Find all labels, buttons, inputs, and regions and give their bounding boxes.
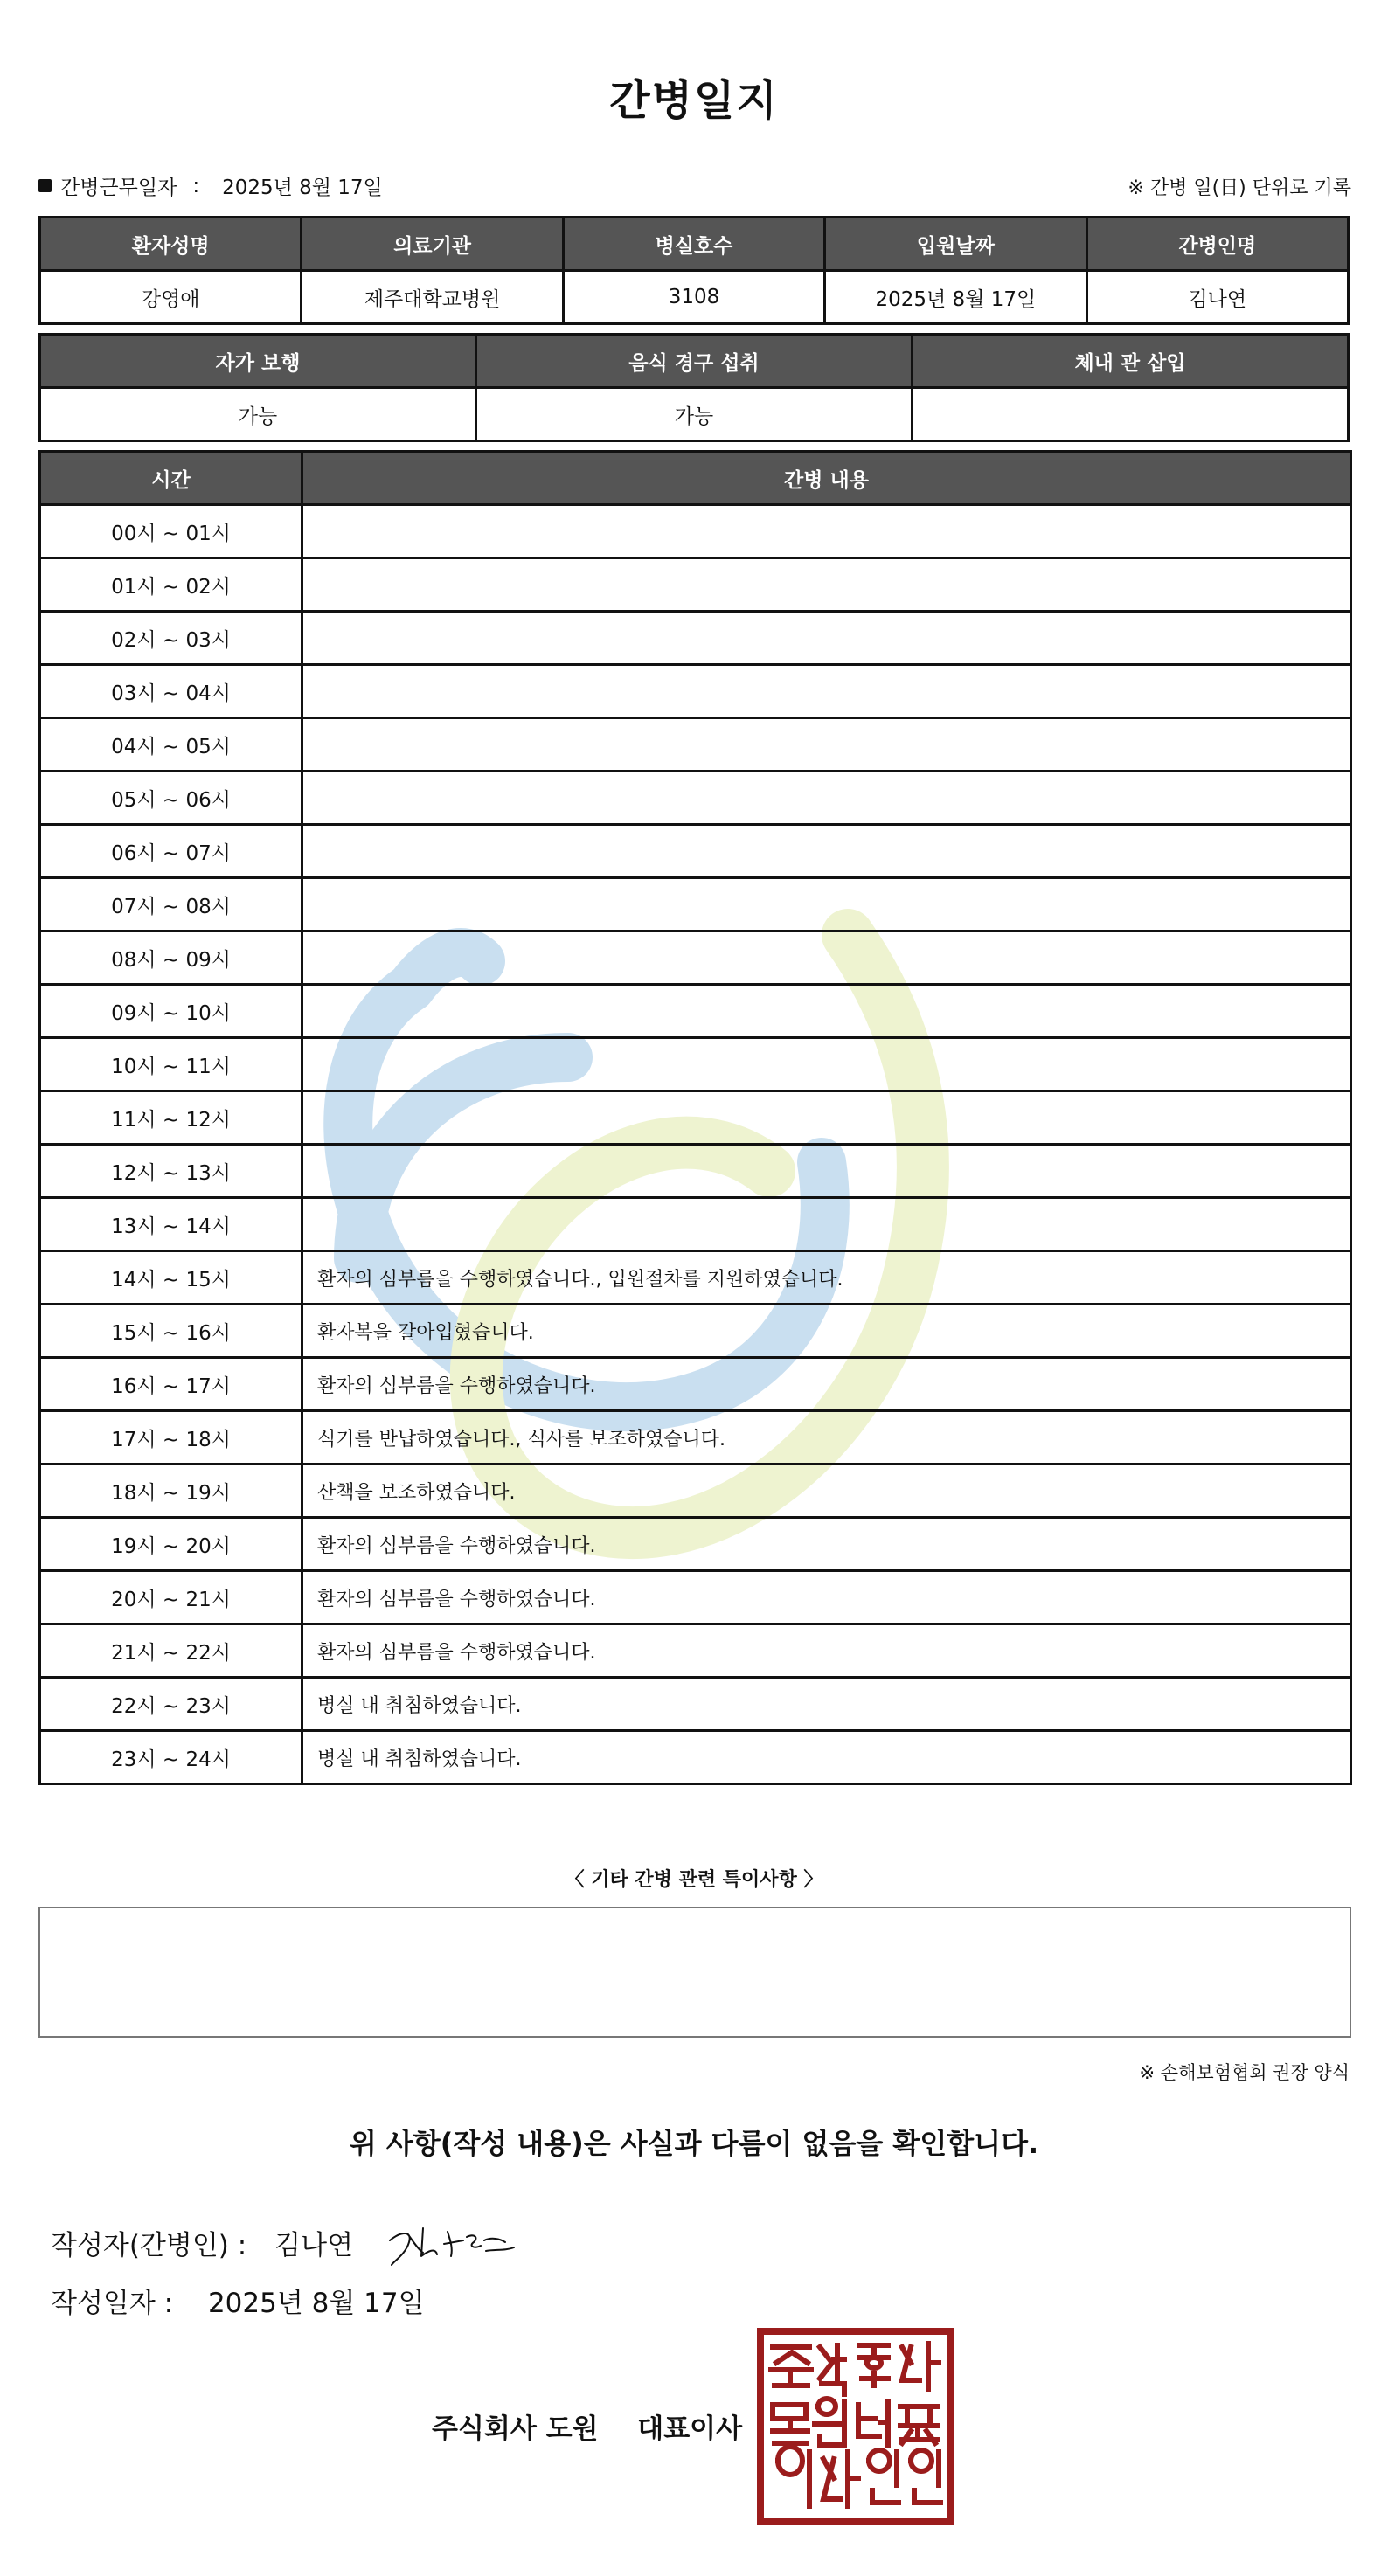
log-content: 병실 내 취침하였습니다. <box>302 1731 1351 1784</box>
header-care-content: 간병 내용 <box>302 452 1351 505</box>
header-oral-intake: 음식 경구 섭취 <box>476 335 913 388</box>
log-content: 환자의 심부름을 수행하였습니다. <box>302 1518 1351 1571</box>
write-date-label: 작성일자 : <box>51 2288 174 2319</box>
log-row <box>40 825 1351 878</box>
writer-name: 김나연 <box>274 2229 354 2261</box>
log-row <box>40 1411 1351 1465</box>
log-content <box>302 1091 1351 1145</box>
log-row <box>40 718 1351 772</box>
patient-info-table <box>38 216 1350 325</box>
log-row <box>40 1518 1351 1571</box>
admission-date: 2025년 8월 17일 <box>825 271 1086 324</box>
log-row <box>40 1571 1351 1624</box>
log-row <box>40 1678 1351 1731</box>
log-content <box>302 505 1351 558</box>
log-time: 17시 ~ 18시 <box>40 1411 302 1465</box>
caregiver-name: 김나연 <box>1086 271 1348 324</box>
log-time: 09시 ~ 10시 <box>40 985 302 1038</box>
company-seal-stamp-icon <box>757 2328 954 2525</box>
log-time: 18시 ~ 19시 <box>40 1465 302 1518</box>
log-content <box>302 612 1351 665</box>
work-date-separator: : <box>192 174 200 197</box>
page-title: 간병일지 <box>609 76 779 125</box>
write-date-row <box>51 2281 425 2320</box>
log-row <box>40 1731 1351 1784</box>
remarks-box <box>38 1907 1351 2038</box>
log-content: 환자의 심부름을 수행하였습니다., 입원절차를 지원하였습니다. <box>302 1251 1351 1305</box>
log-row <box>40 1251 1351 1305</box>
work-date-label: 간병근무일자 <box>60 177 177 199</box>
signature-icon <box>383 2216 531 2268</box>
log-row <box>40 985 1351 1038</box>
log-time: 08시 ~ 09시 <box>40 931 302 985</box>
log-row <box>40 1465 1351 1518</box>
room-number: 3108 <box>563 271 824 324</box>
log-time: 01시 ~ 02시 <box>40 558 302 612</box>
log-time: 20시 ~ 21시 <box>40 1571 302 1624</box>
log-row <box>40 612 1351 665</box>
log-time: 15시 ~ 16시 <box>40 1305 302 1358</box>
log-content: 환자의 심부름을 수행하였습니다. <box>302 1358 1351 1411</box>
confirmation-statement: 위 사항(작성 내용)은 사실과 다름이 없음을 확인합니다. <box>349 2127 1039 2160</box>
log-content <box>302 1145 1351 1198</box>
log-content <box>302 665 1351 718</box>
log-content: 환자의 심부름을 수행하였습니다. <box>302 1571 1351 1624</box>
log-time: 06시 ~ 07시 <box>40 825 302 878</box>
company-ceo-title: 대표이사 <box>637 2413 743 2445</box>
write-date-value: 2025년 8월 17일 <box>207 2288 425 2319</box>
log-content <box>302 931 1351 985</box>
work-date-row <box>38 171 383 200</box>
self-walking-value: 가능 <box>40 388 476 441</box>
log-content <box>302 878 1351 931</box>
log-content: 산책을 보조하였습니다. <box>302 1465 1351 1518</box>
log-row <box>40 1624 1351 1678</box>
log-row <box>40 505 1351 558</box>
recommended-form-note: ※ 손해보험협회 권장 양식 <box>1139 2062 1350 2083</box>
log-content <box>302 558 1351 612</box>
company-signoff <box>432 2406 742 2446</box>
log-content: 식기를 반납하였습니다., 식사를 보조하였습니다. <box>302 1411 1351 1465</box>
log-content <box>302 1198 1351 1251</box>
tube-insertion-value <box>913 388 1349 441</box>
log-content: 환자복을 갈아입혔습니다. <box>302 1305 1351 1358</box>
log-time: 19시 ~ 20시 <box>40 1518 302 1571</box>
header-hospital: 의료기관 <box>302 218 563 271</box>
header-caregiver-name: 간병인명 <box>1086 218 1348 271</box>
care-log-table <box>38 450 1352 1785</box>
log-time: 22시 ~ 23시 <box>40 1678 302 1731</box>
log-content <box>302 718 1351 772</box>
log-row <box>40 1145 1351 1198</box>
oral-intake-value: 가능 <box>476 388 913 441</box>
log-content <box>302 985 1351 1038</box>
log-time: 03시 ~ 04시 <box>40 665 302 718</box>
log-time: 00시 ~ 01시 <box>40 505 302 558</box>
log-time: 05시 ~ 06시 <box>40 772 302 825</box>
work-date-value: 2025년 8월 17일 <box>222 177 383 199</box>
log-time: 12시 ~ 13시 <box>40 1145 302 1198</box>
record-unit-note: ※ 간병 일(日) 단위로 기록 <box>1128 177 1351 199</box>
log-content: 병실 내 취침하였습니다. <box>302 1678 1351 1731</box>
log-row <box>40 1198 1351 1251</box>
log-time: 13시 ~ 14시 <box>40 1198 302 1251</box>
log-time: 04시 ~ 05시 <box>40 718 302 772</box>
patient-status-table <box>38 333 1350 442</box>
log-time: 23시 ~ 24시 <box>40 1731 302 1784</box>
hospital: 제주대학교병원 <box>302 271 563 324</box>
log-time: 14시 ~ 15시 <box>40 1251 302 1305</box>
log-row <box>40 1038 1351 1091</box>
remarks-title: 〈 기타 간병 관련 특이사항 〉 <box>565 1869 823 1891</box>
log-content <box>302 825 1351 878</box>
log-row <box>40 1305 1351 1358</box>
writer-row <box>51 2216 531 2268</box>
patient-name: 강영애 <box>40 271 302 324</box>
log-time: 21시 ~ 22시 <box>40 1624 302 1678</box>
log-content <box>302 1038 1351 1091</box>
company-name: 주식회사 도원 <box>432 2413 599 2445</box>
log-row <box>40 558 1351 612</box>
log-time: 02시 ~ 03시 <box>40 612 302 665</box>
header-time: 시간 <box>40 452 302 505</box>
bullet-square-icon <box>38 179 52 192</box>
header-patient-name: 환자성명 <box>40 218 302 271</box>
header-self-walking: 자가 보행 <box>40 335 476 388</box>
log-time: 07시 ~ 08시 <box>40 878 302 931</box>
header-tube-insertion: 체내 관 삽입 <box>913 335 1349 388</box>
log-content <box>302 772 1351 825</box>
log-row <box>40 772 1351 825</box>
log-row <box>40 665 1351 718</box>
log-time: 10시 ~ 11시 <box>40 1038 302 1091</box>
log-row <box>40 1091 1351 1145</box>
header-room-number: 병실호수 <box>563 218 824 271</box>
log-row <box>40 1358 1351 1411</box>
log-content: 환자의 심부름을 수행하였습니다. <box>302 1624 1351 1678</box>
log-row <box>40 931 1351 985</box>
header-admission-date: 입원날짜 <box>825 218 1086 271</box>
writer-label: 작성자(간병인) : <box>51 2229 247 2261</box>
log-row <box>40 878 1351 931</box>
log-time: 11시 ~ 12시 <box>40 1091 302 1145</box>
log-time: 16시 ~ 17시 <box>40 1358 302 1411</box>
